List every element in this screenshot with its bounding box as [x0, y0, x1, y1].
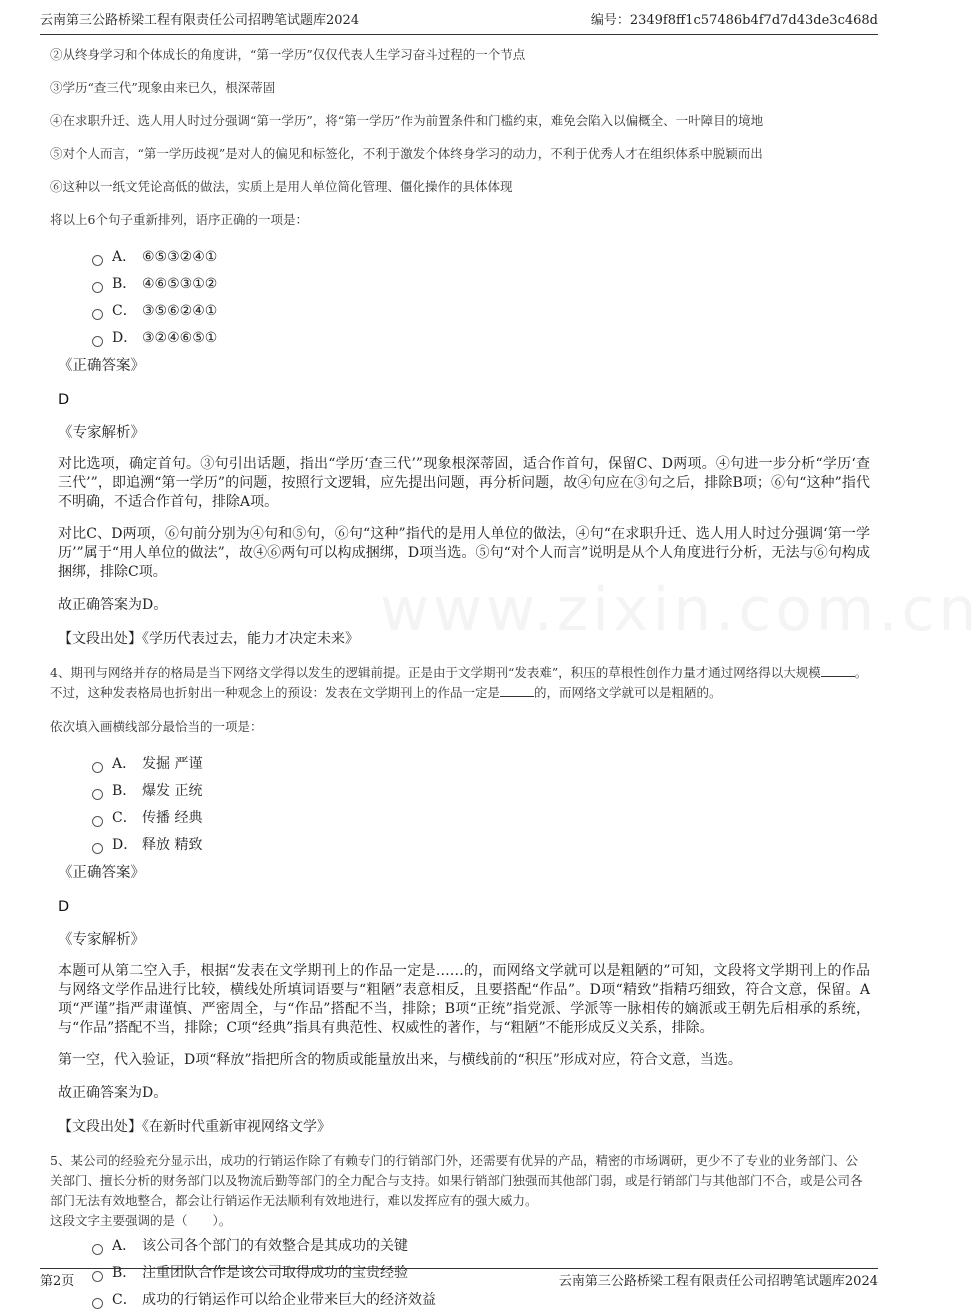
analysis-conclusion: 故正确答案为D。	[58, 597, 168, 613]
option-letter: B．	[112, 276, 137, 292]
option-c[interactable]	[92, 298, 870, 325]
option-letter: B．	[112, 1265, 137, 1281]
option-text: 该公司各个部门的有效整合是其成功的关键	[142, 1238, 408, 1254]
option-text: ③⑤⑥②④①	[142, 303, 218, 319]
stem-part-b: 。不过，这种发表格局也折射出一种观念上的预设：发表在文学期刊上的作品一定是	[50, 665, 868, 700]
source-citation: 【文段出处】《学历代表过去，能力才决定未来》	[58, 631, 359, 647]
sentence-2: ②从终身学习和个体成长的角度讲，“第一学历”仅仅代表人生学习奋斗过程的一个节点	[50, 47, 526, 62]
radio-icon[interactable]	[92, 816, 103, 827]
sentence-6: ⑥这种以一纸文凭论高低的做法，实质上是用人单位简化管理、僵化操作的具体体现	[50, 179, 513, 194]
radio-icon[interactable]	[92, 762, 103, 773]
analysis-paragraph: 对比C、D两项，⑥句前分别为④句和⑤句，⑥句“这种”指代的是用人单位的做法，④句“在求职升迁、选人用人时过分强调‘第一学历’”属于“用人单位的做法”，故④⑥两句可以构成捆绑，D项当选。⑤句“对个人而言”说明是从个人角度进行分析，无法与⑥句构成捆绑，排除C项。	[58, 526, 870, 580]
option-d[interactable]	[92, 325, 870, 352]
question-4	[50, 663, 870, 1137]
option-letter: D．	[112, 330, 138, 346]
radio-icon[interactable]	[92, 789, 103, 800]
options-list	[92, 751, 870, 859]
sentence-5: ⑤对个人而言，“第一学历歧视”是对人的偏见和标签化，不利于激发个体终身学习的动力，不利于优秀人才在组织体系中脱颖而出	[50, 146, 763, 161]
question-prompt: 依次填入画横线部分最恰当的一项是：	[50, 719, 263, 734]
option-d[interactable]	[92, 832, 870, 859]
option-text: ③②④⑥⑤①	[142, 330, 218, 346]
stem-part-c: 的，而网络文学就可以是粗陋的。	[534, 685, 722, 700]
option-b[interactable]	[92, 271, 870, 298]
answer-label: 《正确答案》	[58, 358, 145, 374]
option-letter: A．	[112, 756, 137, 772]
source-citation: 【文段出处】《在新时代重新审视网络文学》	[58, 1119, 331, 1135]
option-text: 爆发 正统	[142, 783, 203, 799]
option-letter: A．	[112, 249, 137, 265]
option-text: ④⑥⑤③①②	[142, 276, 218, 292]
analysis-label: 《专家解析》	[58, 425, 145, 441]
analysis-paragraph: 本题可从第二空入手，根据“发表在文学期刊上的作品一定是……的，而网络文学就可以是粗陋的”可知，文段将文学期刊上的作品与网络文学作品进行比较，横线处所填词语要与“粗陋”表意相反，且要搭配“作品”。D项“精致”指精巧细致，符合文意，保留。A项“严谨”指严肃谨慎、严密周全，与“作品”搭配不当，排除；B项“正统”指党派、学派等一脉相传的嫡派或王朝先后相承的系统，与“作品”搭配不当，排除；C项“经典”指具有典范性、权威性的著作，与“粗陋”不能形成反义关系，排除。	[58, 963, 870, 1036]
header-serial: 编号：2349f8ff1c57486b4f7d7d43de3c468d	[590, 13, 878, 28]
header-title: 云南第三公路桥梁工程有限责任公司招聘笔试题库2024	[40, 13, 360, 28]
question-stem	[50, 663, 870, 703]
sentence-3: ③学历“查三代”现象由来已久，根深蒂固	[50, 80, 276, 95]
answer-value: D	[58, 898, 70, 915]
option-text: 传播 经典	[142, 810, 203, 826]
option-a[interactable]	[92, 751, 870, 778]
answer-value: D	[58, 391, 70, 408]
radio-icon[interactable]	[92, 336, 103, 347]
options-list	[92, 244, 870, 352]
option-b[interactable]	[92, 778, 870, 805]
analysis-paragraph: 第一空，代入验证，D项“释放”指把所含的物质或能量放出来，与横线前的“积压”形成对应，符合文意，当选。	[58, 1052, 742, 1068]
page-footer	[40, 1268, 878, 1291]
option-letter: C．	[112, 810, 137, 826]
watermark: www.zixin.com.cn	[380, 575, 980, 645]
analysis-conclusion: 故正确答案为D。	[58, 1085, 168, 1101]
option-text: 发掘 严谨	[142, 756, 203, 772]
question-3	[50, 38, 870, 649]
blank-2	[500, 684, 534, 697]
question-stem: 5、某公司的经验充分显示出，成功的行销运作除了有赖专门的行销部门外，还需要有优异的产品，精密的市场调研，更少不了专业的业务部门、公关部门、擅长分析的财务部门以及物流后勤等部门的全力配合与支持。如果行销部门独强而其他部门弱，或是行销部门与其他部门不合，或是公司各部门无法有效地整合，都会让行销运作无法顺利有效地进行，难以发挥应有的强大威力。	[50, 1153, 863, 1208]
option-a[interactable]	[92, 1233, 870, 1260]
option-text: 释放 精致	[142, 837, 203, 853]
option-text: 成功的行销运作可以给企业带来巨大的经济效益	[142, 1292, 436, 1308]
option-letter: C．	[112, 1292, 137, 1308]
radio-icon[interactable]	[92, 282, 103, 293]
sentence-4: ④在求职升迁、选人用人时过分强调“第一学历”，将“第一学历”作为前置条件和门槛约束，难免会陷入以偏概全、一叶障目的境地	[50, 113, 764, 128]
option-c[interactable]	[92, 805, 870, 832]
stem-part-a: 4、期刊与网络并存的格局是当下网络文学得以发生的逻辑前提。正是由于文学期刊“发表难”，积压的草根性创作力量才通过网络得以大规模	[50, 665, 821, 680]
radio-icon[interactable]	[92, 1244, 103, 1255]
radio-icon[interactable]	[92, 1298, 103, 1309]
option-text: 注重团队合作是该公司取得成功的宝贵经验	[142, 1265, 408, 1281]
page-number: 第2页	[40, 1274, 75, 1289]
radio-icon[interactable]	[92, 255, 103, 266]
analysis-label: 《专家解析》	[58, 932, 145, 948]
option-text: ⑥⑤③②④①	[142, 249, 218, 265]
analysis-paragraph: 对比选项，确定首句。③句引出话题，指出“学历‘查三代’”现象根深蒂固，适合作首句，保留C、D两项。④句进一步分析“学历‘查三代’”，即追溯“第一学历”的问题，按照行文逻辑，应先提出问题，再分析问题，故④句应在③句之后，排除B项；⑥句“这种”指代不明确，不适合作首句，排除A项。	[58, 456, 870, 510]
option-letter: A．	[112, 1238, 137, 1254]
option-a[interactable]	[92, 244, 870, 271]
answer-label: 《正确答案》	[58, 865, 145, 881]
footer-title: 云南第三公路桥梁工程有限责任公司招聘笔试题库2024	[558, 1274, 878, 1289]
option-letter: C．	[112, 303, 137, 319]
blank-1	[821, 664, 855, 677]
question-prompt: 这段文字主要强调的是（ ）。	[50, 1213, 232, 1228]
option-letter: B．	[112, 783, 137, 799]
document-body	[50, 40, 870, 1314]
option-letter: D．	[112, 837, 138, 853]
radio-icon[interactable]	[92, 843, 103, 854]
question-stem: 将以上6个句子重新排列，语序正确的一项是：	[50, 212, 308, 227]
page-header	[40, 12, 878, 35]
radio-icon[interactable]	[92, 309, 103, 320]
